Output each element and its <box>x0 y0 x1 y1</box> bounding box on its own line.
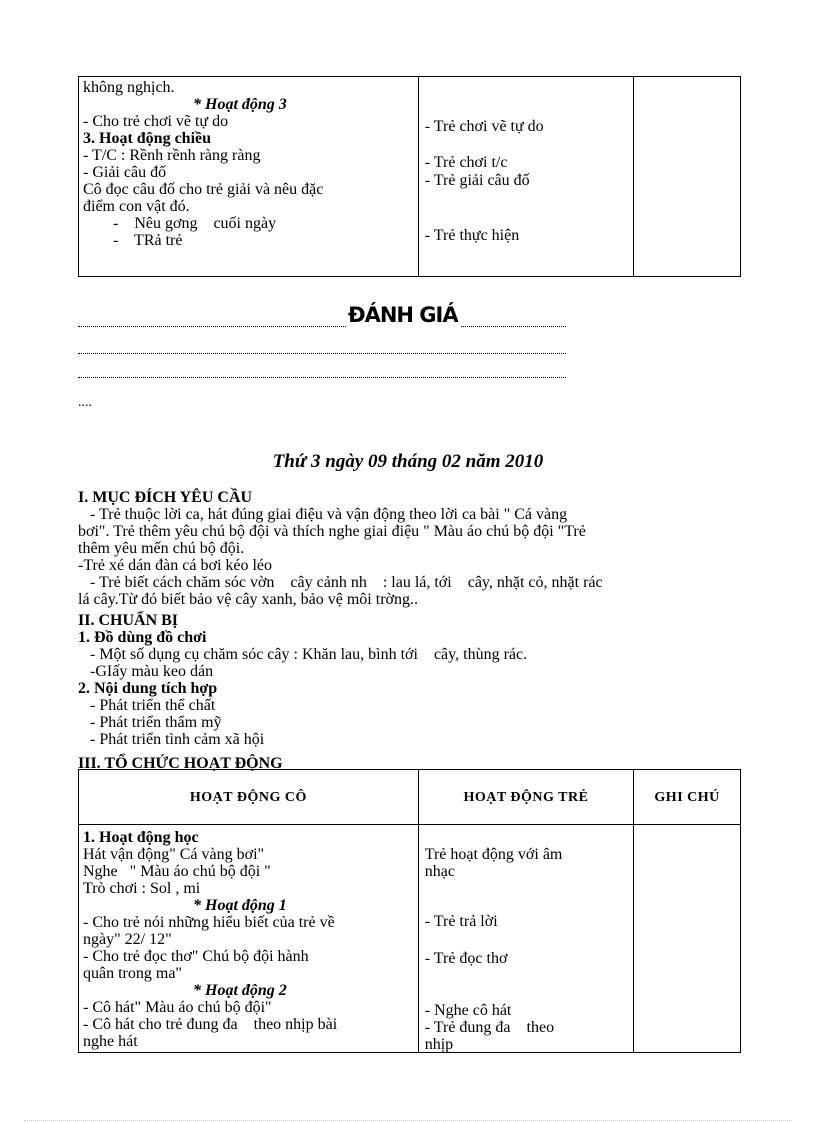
section-heading: II. CHUẨN BỊ <box>78 612 179 629</box>
text-line: - Cho trẻ nói những hiểu biết của trẻ về <box>83 914 335 931</box>
text-line: Trẻ hoạt động với âm <box>424 846 563 863</box>
activity-heading: * Hoạt động 2 <box>193 982 287 999</box>
text-line: thêm yêu mến chú bộ đội. <box>78 540 245 557</box>
text-line: - Trẻ trả lời <box>424 913 498 930</box>
evaluation-title: ĐÁNH GIÁ <box>348 303 458 327</box>
text-line: - Phát triển thể chất <box>78 697 216 714</box>
activity-heading: * Hoạt động 3 <box>193 96 287 113</box>
header-teacher: HOẠT ĐỘNG CÔ <box>79 770 419 825</box>
text-line: Nghe " Màu áo chú bộ đội " <box>83 863 271 880</box>
text-line: - Cô hát cho trẻ đung đa theo nhịp bài <box>83 1016 338 1033</box>
text-line: - Cho trẻ chơi vẽ tự do <box>83 113 229 130</box>
text-line: - Cô hát" Màu áo chú bộ đội" <box>83 999 272 1016</box>
header-notes: GHI CHÚ <box>634 770 741 825</box>
text-line: bơi". Trẻ thêm yêu chú bộ đội và thích nghe giai điệu " Màu áo chú bộ đội "Trẻ <box>78 523 586 540</box>
text-line: nhạc <box>424 863 455 880</box>
date-heading: Thứ 3 ngày 09 tháng 02 năm 2010 <box>272 451 544 472</box>
top-table-col-notes <box>634 77 741 277</box>
dotted-line <box>78 326 566 327</box>
top-table-col-teacher <box>79 77 419 277</box>
text-line: - TRả trẻ <box>113 232 183 249</box>
text-line: - Cho trẻ đọc thơ" Chú bộ đội hành <box>83 948 309 965</box>
section-preparation <box>78 612 748 748</box>
section-objectives <box>78 489 748 608</box>
text-line: Cô đọc câu đố cho trẻ giải và nêu đặc <box>83 181 324 198</box>
activity-table <box>78 769 741 1053</box>
activity-heading: * Hoạt động 1 <box>193 897 287 914</box>
section-heading: 1. Hoạt động học <box>83 829 199 846</box>
text-line: - Nghe cô hát <box>424 1002 512 1019</box>
text-line: - Trẻ đọc thơ <box>424 950 508 967</box>
text-line: quân trong ma" <box>83 965 182 982</box>
text-line: - Trẻ thuộc lời ca, hát đúng giai điệu và vận động theo lời ca bài " Cá vàng <box>78 506 568 523</box>
text-line: -GIấy màu keo dán <box>78 663 214 680</box>
activity-col-child <box>418 825 633 1053</box>
top-activity-table <box>78 76 741 277</box>
dotted-trailing: .... <box>78 395 92 410</box>
text-line: lá cây.Từ đó biết bảo vệ cây xanh, bảo vệ môi trờng.. <box>78 591 418 608</box>
dotted-line <box>78 377 566 378</box>
header-child: HOẠT ĐỘNG TRẺ <box>418 770 633 825</box>
dotted-line <box>78 353 566 354</box>
text-line: Hát vận động" Cá vàng bơi" <box>83 846 265 863</box>
text-line: Trò chơi : Sol , mi <box>83 880 201 897</box>
subsection-heading: 2. Nội dung tích hợp <box>78 680 218 697</box>
text-line: - Giải câu đố <box>83 164 167 181</box>
text-line: - Trẻ đung đa theo <box>424 1019 555 1036</box>
text-line: - Trẻ thực hiện <box>424 227 520 244</box>
text-line: nghe hát <box>83 1033 138 1050</box>
text-line: - Phát triển tình cảm xã hội <box>78 731 265 748</box>
page-bottom-rule <box>24 1120 792 1121</box>
section-heading: III. TỔ CHỨC HOẠT ĐỘNG <box>78 755 283 772</box>
text-line: không nghịch. <box>83 79 175 96</box>
text-line: điểm con vật đó. <box>83 198 190 215</box>
text-line: - Phát triển thẩm mỹ <box>78 714 222 731</box>
text-line: - Trẻ chơi vẽ tự do <box>424 118 544 135</box>
text-line: -Trẻ xé dán đàn cá bơi kéo léo <box>78 557 273 574</box>
text-line: nhịp <box>424 1036 454 1053</box>
subsection-heading: 1. Đồ dùng đồ chơi <box>78 629 207 646</box>
top-table-col-child <box>418 77 633 277</box>
text-line: - T/C : Rềnh rềnh ràng ràng <box>83 147 261 164</box>
section-heading: I. MỤC ĐÍCH YÊU CẦU <box>78 489 253 506</box>
text-line: - Nêu gơng cuối ngày <box>113 215 277 232</box>
text-line: - Trẻ chơi t/c <box>424 154 508 171</box>
section-heading: 3. Hoạt động chiều <box>83 130 212 147</box>
text-line: ngày" 22/ 12" <box>83 931 172 948</box>
activity-col-teacher <box>79 825 419 1053</box>
text-line: - Trẻ giải câu đố <box>424 172 530 189</box>
text-line: - Một số dụng cụ chăm sóc cây : Khăn lau, bình tới cây, thùng rác. <box>78 646 528 663</box>
text-line: - Trẻ biết cách chăm sóc vờn cây cảnh nh : lau lá, tới cây, nhặt cỏ, nhặt rác <box>78 574 603 591</box>
activity-col-notes <box>634 825 741 1053</box>
